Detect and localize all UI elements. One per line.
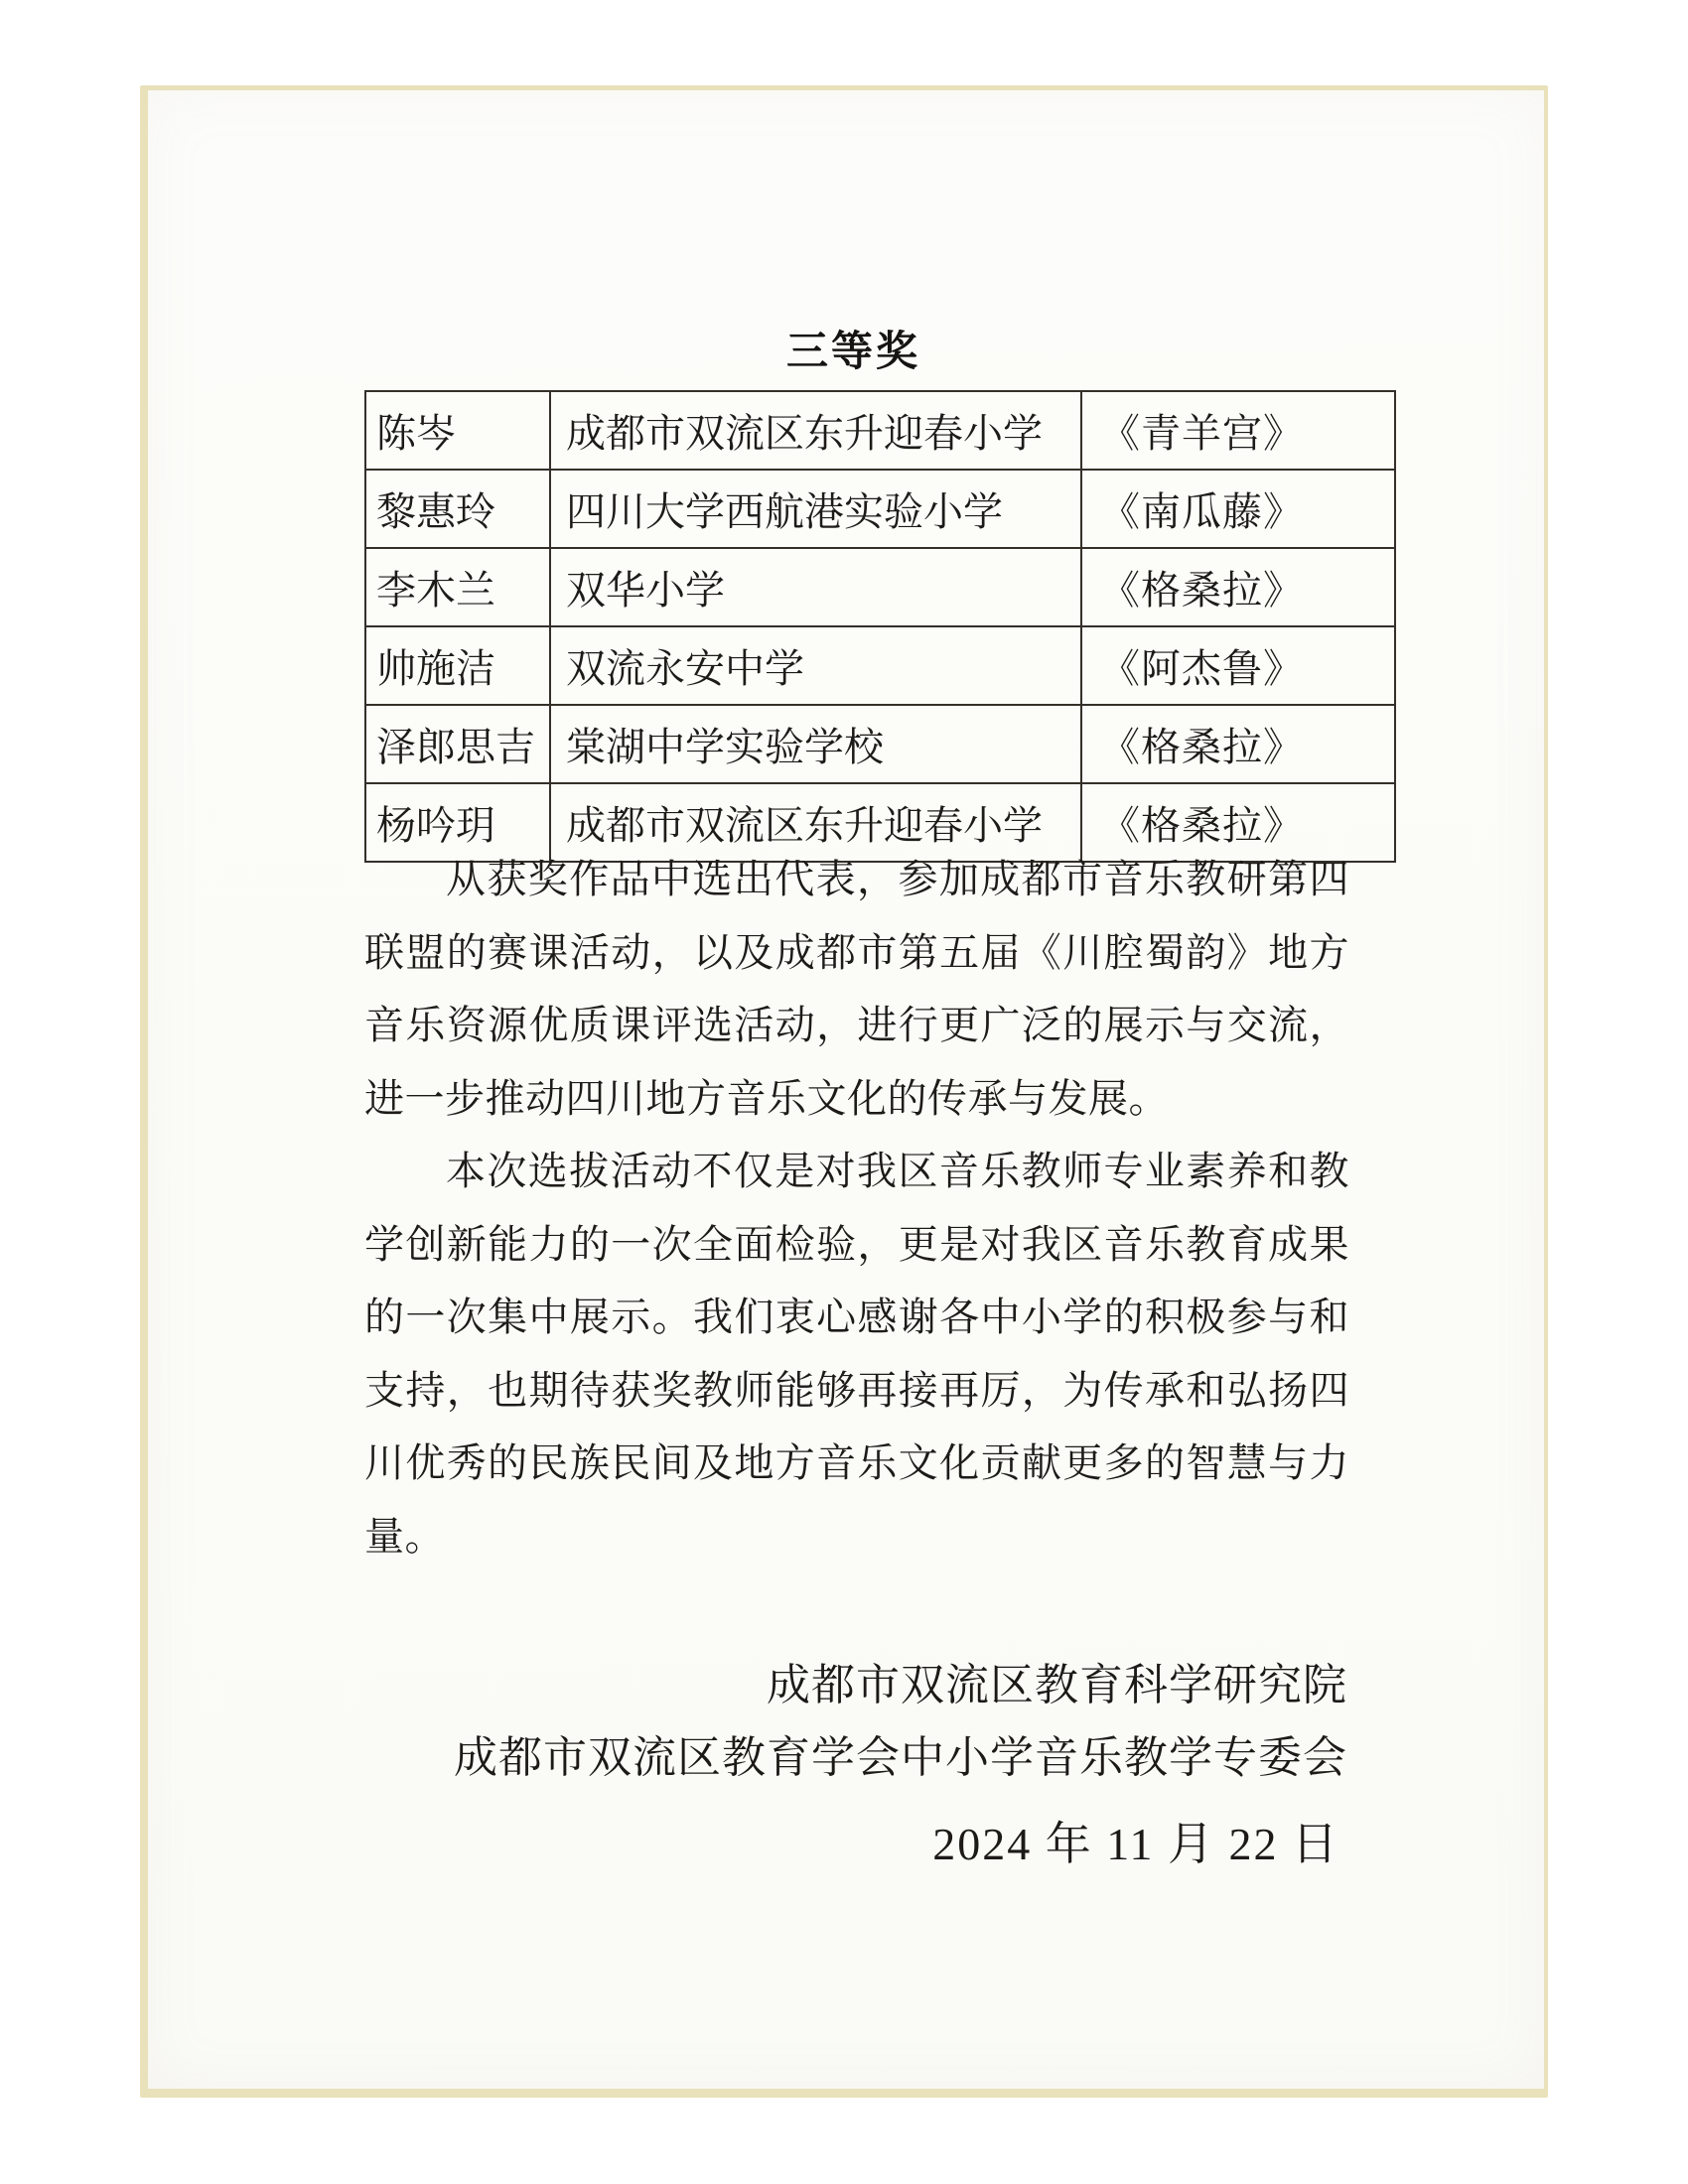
issuer-line-2: 成都市双流区教育学会中小学音乐教学专委会 — [454, 1733, 1347, 1782]
winner-school-cell: 四川大学西航港实验小学 — [550, 470, 1081, 548]
winner-name-cell: 陈岑 — [365, 391, 550, 470]
winner-name-cell: 黎惠玲 — [365, 470, 550, 548]
winner-work-cell: 《阿杰鲁》 — [1081, 626, 1395, 705]
winner-school-cell: 棠湖中学实验学校 — [550, 705, 1081, 783]
award-section-title: 三等奖 — [785, 330, 920, 375]
winner-school-cell: 成都市双流区东升迎春小学 — [550, 783, 1081, 862]
winner-work-cell: 《南瓜藤》 — [1081, 470, 1395, 548]
award-row — [365, 548, 1395, 626]
winner-school-cell: 成都市双流区东升迎春小学 — [550, 391, 1081, 470]
winner-work-cell: 《格桑拉》 — [1081, 783, 1395, 862]
winner-work-cell: 《格桑拉》 — [1081, 548, 1395, 626]
winner-school-cell: 双流永安中学 — [550, 626, 1081, 705]
body-paragraph-1: 从获奖作品中选出代表，参加成都市音乐教研第四联盟的赛课活动，以及成都市第五届《川腔蜀韵》地方音乐资源优质课评选活动，进行更广泛的展示与交流，进一步推动四川地方音乐文化的传承与发展。 — [364, 857, 1349, 1121]
winner-name-cell: 李木兰 — [365, 548, 550, 626]
body-paragraph-2: 本次选拔活动不仅是对我区音乐教师专业素养和教学创新能力的一次全面检验，更是对我区音乐教育成果的一次集中展示。我们衷心感谢各中小学的积极参与和支持，也期待获奖教师能够再接再厉，为传承和弘扬四川优秀的民族民间及地方音乐文化贡献更多的智慧与力量。 — [364, 1149, 1349, 1559]
winner-name-cell: 帅施洁 — [365, 626, 550, 705]
winner-name-cell: 杨吟玥 — [365, 783, 550, 862]
award-row — [365, 626, 1395, 705]
award-row — [365, 470, 1395, 548]
award-row — [365, 705, 1395, 783]
body-text-block — [364, 843, 1349, 1572]
issuer-line-1: 成都市双流区教育科学研究院 — [767, 1661, 1347, 1709]
winner-work-cell: 《青羊宫》 — [1081, 391, 1395, 470]
winner-name-cell: 泽郎思吉 — [365, 705, 550, 783]
issue-date: 2024 年 11 月 22 日 — [932, 1819, 1339, 1869]
document-page — [148, 90, 1544, 2089]
winner-school-cell: 双华小学 — [550, 548, 1081, 626]
winner-work-cell: 《格桑拉》 — [1081, 705, 1395, 783]
signature-block — [364, 1649, 1349, 1880]
award-row — [365, 391, 1395, 470]
award-winners-table — [364, 390, 1396, 863]
